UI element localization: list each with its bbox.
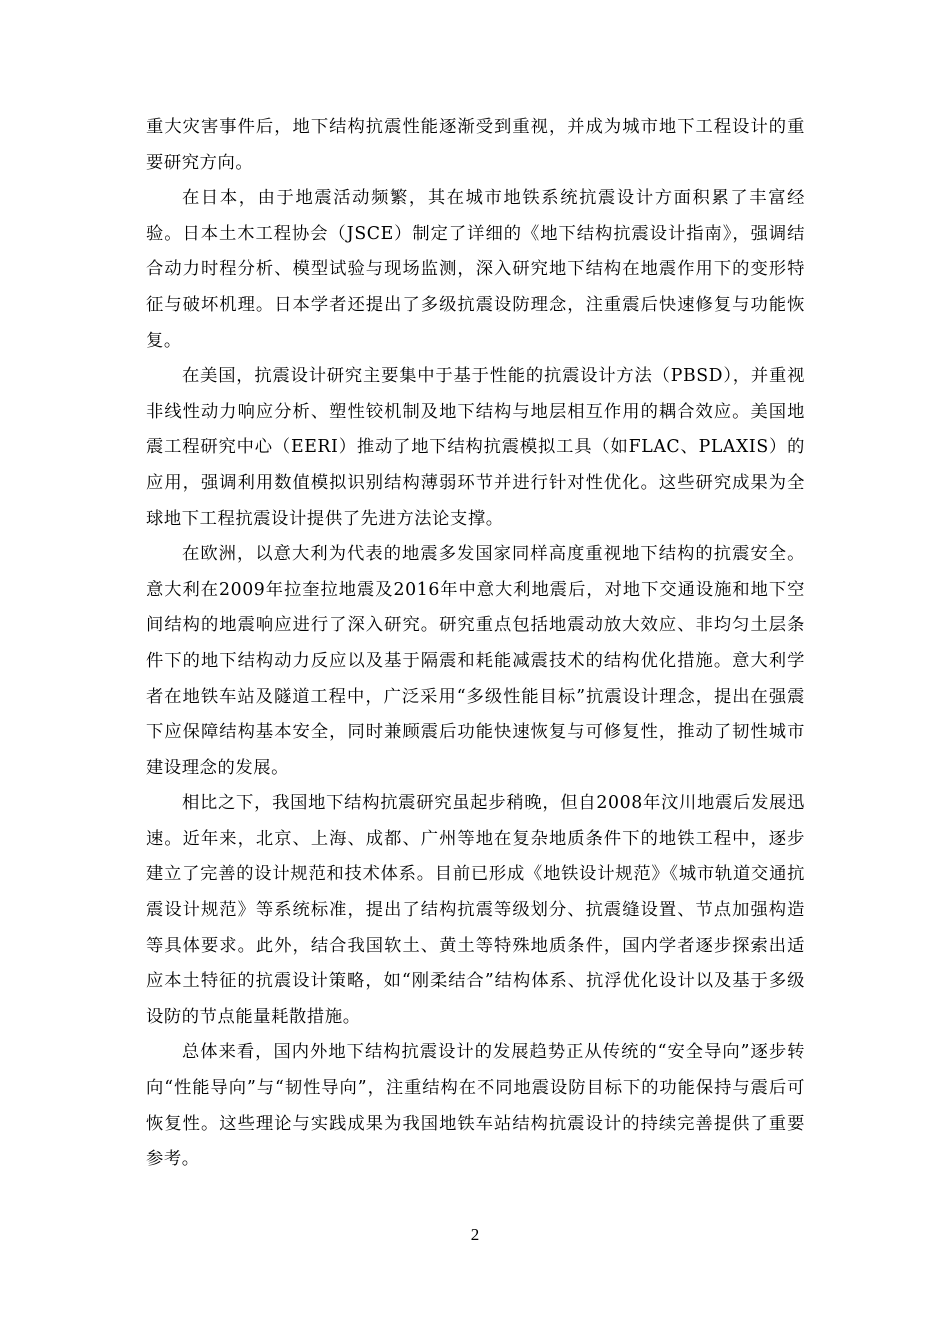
paragraph-europe: 在欧洲，以意大利为代表的地震多发国家同样高度重视地下结构的抗震安全。意大利在2009年拉奎拉地震及2016年中意大利地震后，对地下交通设施和地下空间结构的地震响应进行了深入研究。研究重点包括地震动放大效应、非均匀土层条件下的地下结构动力反应以及基于隔震和耗能减震技术的结构优化措施。意大利学者在地铁车站及隧道工程中，广泛采用“多级性能目标”抗震设计理念，提出在强震下应保障结构基本安全，同时兼顾震后功能快速恢复与可修复性，推动了韧性城市建设理念的发展。 (146, 544, 805, 778)
paragraph-summary: 总体来看，国内外地下结构抗震设计的发展趋势正从传统的“安全导向”逐步转向“性能导向”与“韧性导向”，注重结构在不同地震设防目标下的功能保持与震后可恢复性。这些理论与实践成果为我国地铁车站结构抗震设计的持续完善提供了重要参考。 (146, 1042, 805, 1170)
paragraph-continued: 重大灾害事件后，地下结构抗震性能逐渐受到重视，并成为城市地下工程设计的重要研究方向。 (146, 117, 805, 173)
page-number: 2 (470, 1225, 480, 1244)
paragraph-usa: 在美国，抗震设计研究主要集中于基于性能的抗震设计方法（PBSD），并重视非线性动力响应分析、塑性铰机制及地下结构与地层相互作用的耦合效应。美国地震工程研究中心（EERI）推动了地下结构抗震模拟工具（如FLAC、PLAXIS）的应用，强调利用数值模拟识别结构薄弱环节并进行针对性优化。这些研究成果为全球地下工程抗震设计提供了先进方法论支撑。 (146, 366, 805, 529)
body-text (146, 110, 805, 1178)
paragraph-china: 相比之下，我国地下结构抗震研究虽起步稍晚，但自2008年汶川地震后发展迅速。近年来，北京、上海、成都、广州等地在复杂地质条件下的地铁工程中，逐步建立了完善的设计规范和技术体系。目前已形成《地铁设计规范》《城市轨道交通抗震设计规范》等系统标准，提出了结构抗震等级划分、抗震缝设置、节点加强构造等具体要求。此外，结合我国软土、黄土等特殊地质条件，国内学者逐步探索出适应本土特征的抗震设计策略，如“刚柔结合”结构体系、抗浮优化设计以及基于多级设防的节点能量耗散措施。 (146, 793, 805, 1027)
paragraph-japan: 在日本，由于地震活动频繁，其在城市地铁系统抗震设计方面积累了丰富经验。日本土木工程协会（JSCE）制定了详细的《地下结构抗震设计指南》，强调结合动力时程分析、模型试验与现场监测，深入研究地下结构在地震作用下的变形特征与破坏机理。日本学者还提出了多级抗震设防理念，注重震后快速修复与功能恢复。 (146, 188, 805, 351)
